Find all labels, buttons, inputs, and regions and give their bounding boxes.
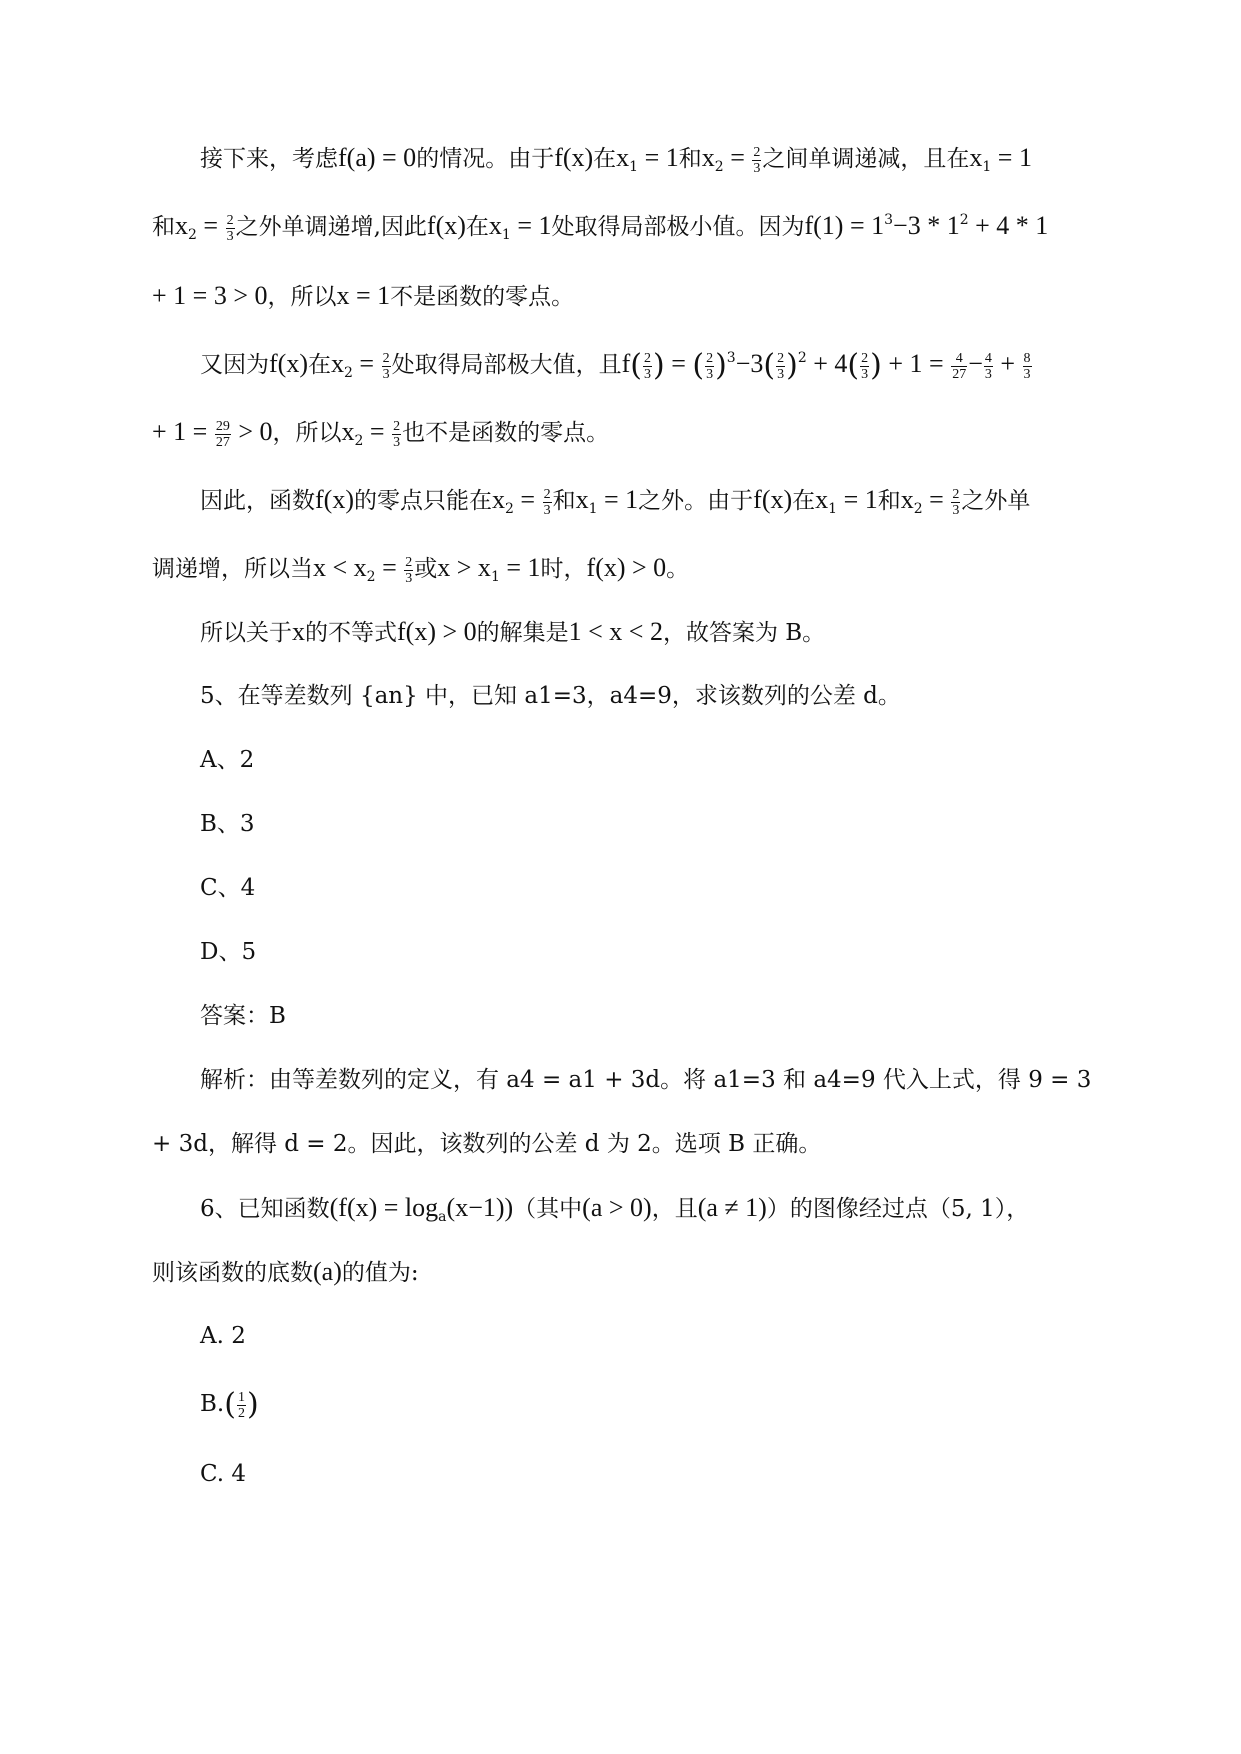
q6-question-line1: 6、已知函数$(f(x) = \log_a(x-1))$（其中(a > 0)，且(a ≠ 1)）的图像经过点（5, 1）， [200,1193,1030,1225]
para2-line2: + 1 = $\frac{29}{27}$ > 0，所以$x_2$ = $\frac{2}{3}$ 也不是函数的零点。 [152,417,610,450]
para1-line3: + 1 = 3 > 0，所以x = 1不是函数的零点。 [152,281,575,310]
fraction: $\frac{4}{3}$ [984,350,992,382]
para3-line2: 调递增，所以当$x < x_2$ = $\frac{2}{3}$ 或$x > x_1 = 1$时，f(x) > 0。 [152,553,690,586]
fraction: $\frac{1}{2}$ [237,1389,245,1421]
conclusion-line: 所以关于x的不等式f(x) > 0的解集是1 < x < 2，故答案为 B。 [200,617,826,646]
q6-option-c: C. 4 [200,1461,247,1487]
fraction: $\frac{4}{27}$ [952,350,967,382]
para1-line1: 接下来，考虑f(a) = 0的情况。由于f(x)在$x_1 = 1$和$x_2$ = $\frac{2}{3}$ 之间单调递减，且在$x_1 = 1$ [200,143,1032,176]
q5-analysis-line1: 解析：由等差数列的定义，有 a4 = a1 + 3d。将 a1=3 和 a4=9 代入上式，得 9 = 3 [200,1067,1092,1093]
q5-option-a: A、2 [200,747,255,773]
para2-line1: 又因为f(x)在$x_2$ = $\frac{2}{3}$ 处取得局部极大值，且f( $\frac{2}{3}$ ) = ( $\frac{2}{3}$ )$^3$−3( $\frac{2}{3}$ )$^2$ + 4( $\frac{2}{3}$ ) + 1 = $\frac{4}{27}$ − $\frac{4}{3}$ + $\frac{8}{3}$ [200,348,1031,383]
fraction: $\frac{2}{3}$ [861,350,869,382]
q5-analysis-line2: + 3d，解得 d = 2。因此，该数列的公差 d 为 2。选项 B 正确。 [152,1131,822,1157]
q5-option-c: C、4 [200,875,256,901]
q5-answer: 答案：B [200,1003,286,1029]
fraction: $\frac{2}{3}$ [753,144,761,176]
fraction: $\frac{2}{3}$ [543,486,551,518]
q6-option-a: A. 2 [200,1323,246,1349]
fraction: $\frac{2}{3}$ [777,350,785,382]
fraction: $\frac{2}{3}$ [952,486,960,518]
fraction: $\frac{8}{3}$ [1023,350,1031,382]
fraction: $\frac{2}{3}$ [405,554,413,586]
fraction: $\frac{2}{3}$ [706,350,714,382]
para1-line2: 和$x_2$ = $\frac{2}{3}$ 之外单调递增,因此f(x)在$x_1 = 1$处取得局部极小值。因为$f(1) = 1^3-3 * 1^2 + 4 * 1$ [152,211,1049,244]
q6-question-line2: 则该函数的底数(a)的值为: [152,1257,419,1286]
para3-line1: 因此，函数f(x)的零点只能在$x_2$ = $\frac{2}{3}$ 和$x_1 = 1$之外。由于f(x)在$x_1 = 1$和$x_2$ = $\frac{2}{3}$ 之外单 [200,485,1031,518]
fraction: $\frac{2}{3}$ [382,350,390,382]
q6-option-b: B.( $\frac{1}{2}$ ) [200,1387,259,1422]
fraction: $\frac{2}{3}$ [393,418,401,450]
q5-question: 5、在等差数列 {an} 中，已知 a1=3，a4=9，求该数列的公差 d。 [200,683,901,709]
q5-option-b: B、3 [200,811,255,837]
fraction: $\frac{2}{3}$ [226,212,234,244]
fraction: $\frac{29}{27}$ [215,418,230,450]
fraction: $\frac{2}{3}$ [643,350,651,382]
q5-option-d: D、5 [200,939,257,965]
